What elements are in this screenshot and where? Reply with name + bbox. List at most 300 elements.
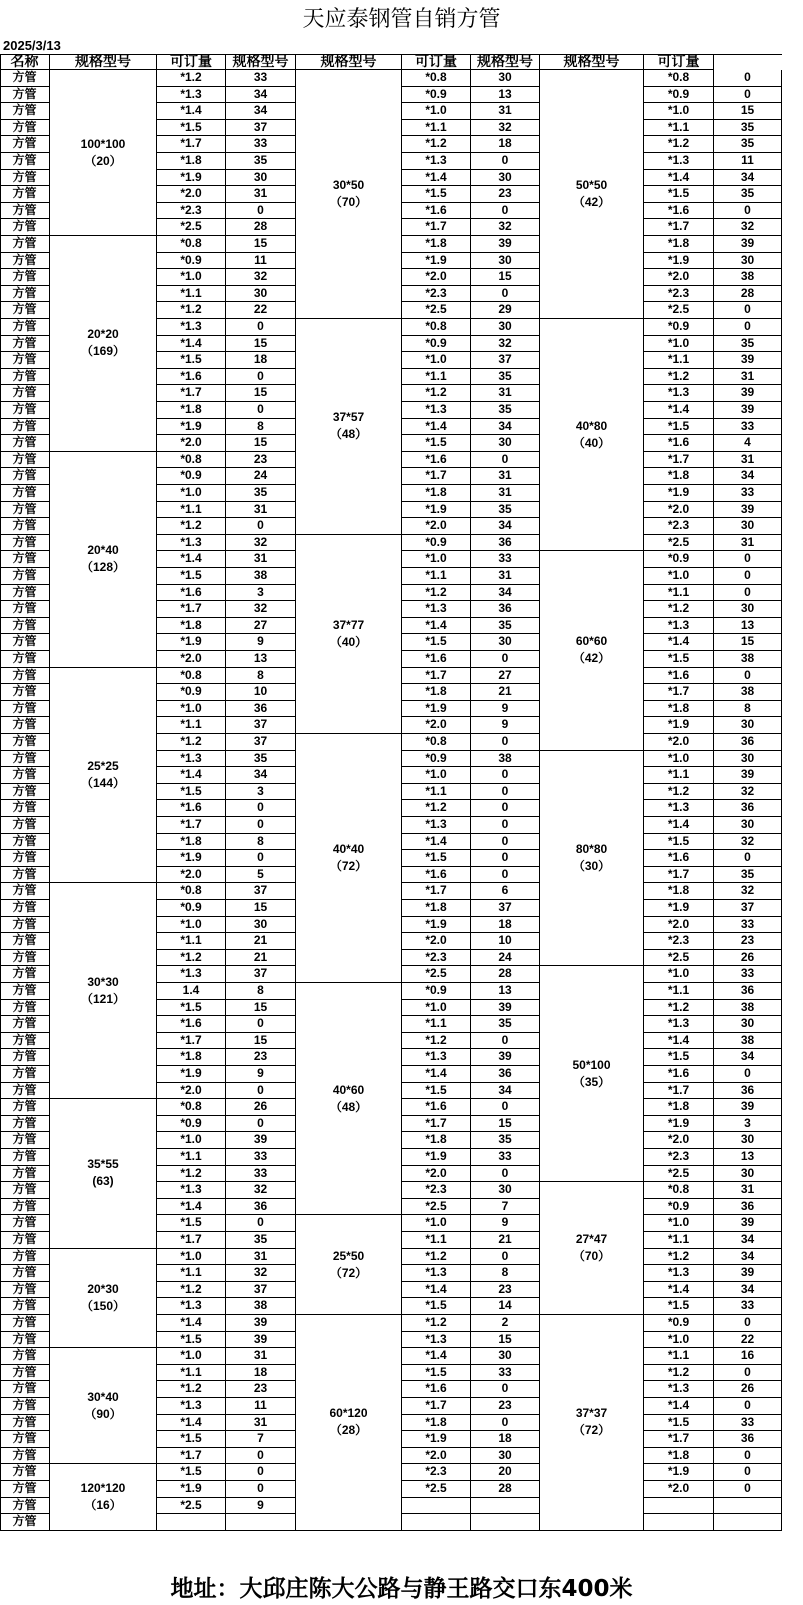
quantity-cell: 31	[471, 468, 540, 485]
quantity-cell: 35	[226, 485, 296, 502]
thickness-cell: *1.0	[644, 336, 714, 353]
spec-size: 30*50	[332, 178, 365, 192]
quantity-cell: 30	[714, 1132, 782, 1149]
thickness-cell: *1.7	[402, 468, 471, 485]
spec-size: 80*80	[575, 841, 608, 856]
spec-group	[296, 1215, 402, 1315]
quantity-cell: 38	[226, 568, 296, 585]
row-name: 方管	[0, 385, 50, 402]
thickness-cell: *2.3	[644, 286, 714, 303]
sheet-title: 天应泰钢管自销方管	[302, 7, 501, 32]
thickness-cell: *1.2	[157, 302, 226, 319]
thickness-cell: *1.4	[402, 1282, 471, 1299]
quantity-cell: 15	[226, 435, 296, 452]
thickness-cell: *1.3	[644, 1265, 714, 1282]
spec-size: 27*47	[575, 1232, 608, 1247]
row-name: 方管	[0, 767, 50, 784]
quantity-cell: 31	[226, 1415, 296, 1432]
thickness-cell: *0.8	[644, 1182, 714, 1199]
quantity-cell: 20	[471, 1464, 540, 1481]
spec-size-count: （20）	[84, 153, 122, 168]
row-name: 方管	[0, 917, 50, 934]
row-name: 方管	[0, 1348, 50, 1365]
header-spec: 规格型号	[540, 54, 644, 70]
row-name: 方管	[0, 502, 50, 519]
thickness-cell: *1.2	[157, 1282, 226, 1299]
thickness-cell: *1.2	[644, 1365, 714, 1382]
quantity-cell: 21	[226, 950, 296, 967]
thickness-cell: *1.2	[157, 518, 226, 535]
thickness-cell: *1.1	[157, 1365, 226, 1382]
quantity-cell: 8	[226, 834, 296, 851]
thickness-cell: *1.3	[644, 800, 714, 817]
thickness-cell: *1.1	[644, 1348, 714, 1365]
thickness-cell: *1.0	[644, 103, 714, 120]
spec-size-count: （70）	[329, 195, 368, 209]
quantity-cell: 15	[471, 1332, 540, 1349]
thickness-cell: *1.0	[402, 551, 471, 568]
thickness-cell: *1.1	[402, 120, 471, 137]
thickness-cell: *1.0	[157, 1132, 226, 1149]
row-name: 方管	[0, 136, 50, 153]
quantity-cell: 0	[226, 1464, 296, 1481]
thickness-cell: *1.8	[157, 834, 226, 851]
thickness-cell: *0.8	[402, 70, 471, 87]
quantity-cell: 39	[714, 236, 782, 253]
quantity-cell: 0	[471, 651, 540, 668]
thickness-cell: *1.8	[402, 1415, 471, 1432]
quantity-cell: 4	[714, 435, 782, 452]
thickness-cell: *2.5	[644, 950, 714, 967]
quantity-cell: 39	[226, 1315, 296, 1332]
quantity-cell: 26	[714, 950, 782, 967]
quantity-cell: 36	[471, 601, 540, 618]
row-name: 方管	[0, 402, 50, 419]
quantity-cell: 0	[714, 1481, 782, 1498]
thickness-cell: *1.2	[644, 1249, 714, 1266]
thickness-cell: *0.8	[157, 883, 226, 900]
thickness-cell	[402, 1514, 471, 1531]
thickness-cell: *1.3	[644, 1016, 714, 1033]
row-name: 方管	[0, 1182, 50, 1199]
thickness-cell: *1.3	[157, 319, 226, 336]
thickness-cell: *2.0	[644, 1481, 714, 1498]
thickness-cell: *1.7	[157, 1448, 226, 1465]
thickness-cell: *1.5	[644, 1049, 714, 1066]
quantity-cell: 38	[714, 1033, 782, 1050]
quantity-cell: 30	[714, 253, 782, 270]
thickness-cell: *1.5	[402, 1298, 471, 1315]
quantity-cell: 9	[226, 1498, 296, 1515]
quantity-cell: 31	[714, 535, 782, 552]
thickness-cell: *1.7	[157, 817, 226, 834]
thickness-cell: *1.6	[644, 850, 714, 867]
row-name: 方管	[0, 800, 50, 817]
quantity-cell: 36	[714, 1431, 782, 1448]
spec-size-count: （72）	[329, 859, 368, 873]
thickness-cell: *0.9	[402, 983, 471, 1000]
thickness-cell: *1.2	[402, 385, 471, 402]
quantity-cell: 33	[226, 1149, 296, 1166]
quantity-cell: 33	[714, 1298, 782, 1315]
thickness-cell: *1.7	[402, 219, 471, 236]
row-name: 方管	[0, 784, 50, 801]
thickness-cell: *1.8	[644, 236, 714, 253]
quantity-cell: 36	[471, 535, 540, 552]
quantity-cell: 33	[714, 1415, 782, 1432]
quantity-cell: 32	[471, 219, 540, 236]
row-name: 方管	[0, 717, 50, 734]
thickness-cell: *1.5	[402, 1083, 471, 1100]
thickness-cell: *2.0	[644, 1132, 714, 1149]
thickness-cell: *1.4	[402, 1348, 471, 1365]
quantity-cell: 0	[471, 817, 540, 834]
quantity-cell: 0	[471, 452, 540, 469]
quantity-cell: 35	[226, 751, 296, 768]
thickness-cell: *1.5	[402, 850, 471, 867]
quantity-cell: 39	[471, 236, 540, 253]
thickness-cell: *1.9	[644, 1116, 714, 1133]
spec-size: 60*60	[575, 634, 608, 649]
row-name: 方管	[0, 1282, 50, 1299]
quantity-cell: 30	[471, 1348, 540, 1365]
quantity-cell: 11	[226, 1398, 296, 1415]
thickness-cell: *1.2	[644, 601, 714, 618]
spec-group	[50, 1249, 157, 1349]
thickness-cell: *1.3	[157, 535, 226, 552]
thickness-cell: *1.9	[402, 1431, 471, 1448]
thickness-cell: *1.5	[157, 1464, 226, 1481]
row-name: 方管	[0, 1498, 50, 1515]
spec-size-count: （40）	[329, 634, 368, 649]
thickness-cell: *2.5	[402, 966, 471, 983]
thickness-cell: *1.7	[644, 219, 714, 236]
quantity-cell: 0	[714, 203, 782, 220]
row-name: 方管	[0, 1215, 50, 1232]
row-name: 方管	[0, 1265, 50, 1282]
spec-size: 37*57	[332, 410, 365, 425]
thickness-cell: *1.4	[644, 402, 714, 419]
quantity-cell: 34	[471, 518, 540, 535]
quantity-cell: 35	[714, 136, 782, 153]
thickness-cell	[157, 1514, 226, 1531]
thickness-cell: *2.0	[644, 917, 714, 934]
quantity-cell: 36	[714, 1199, 782, 1216]
quantity-cell: 31	[714, 369, 782, 386]
spec-size: 120*120	[80, 1481, 126, 1496]
quantity-cell: 0	[226, 319, 296, 336]
quantity-cell: 34	[714, 1232, 782, 1249]
spec-group	[50, 1099, 157, 1248]
thickness-cell: *0.8	[644, 70, 714, 87]
row-name: 方管	[0, 468, 50, 485]
quantity-cell: 7	[226, 1431, 296, 1448]
quantity-cell: 33	[471, 1149, 540, 1166]
thickness-cell: *0.8	[402, 319, 471, 336]
spec-size: 37*37	[575, 1406, 608, 1421]
thickness-cell: *1.4	[402, 419, 471, 436]
quantity-cell: 39	[714, 1099, 782, 1116]
quantity-cell: 33	[714, 966, 782, 983]
quantity-cell: 31	[714, 452, 782, 469]
quantity-cell: 23	[226, 452, 296, 469]
spec-group	[540, 319, 644, 551]
quantity-cell: 32	[714, 883, 782, 900]
thickness-cell: *0.8	[157, 1099, 226, 1116]
thickness-cell: *1.1	[644, 1232, 714, 1249]
row-name: 方管	[0, 1332, 50, 1349]
thickness-cell: *1.0	[402, 352, 471, 369]
thickness-cell: *1.5	[644, 419, 714, 436]
thickness-cell: 1.4	[157, 983, 226, 1000]
row-name: 方管	[0, 817, 50, 834]
thickness-cell: *1.1	[157, 1149, 226, 1166]
quantity-cell: 0	[714, 87, 782, 104]
spec-group	[50, 668, 157, 884]
thickness-cell: *1.0	[644, 966, 714, 983]
quantity-cell: 30	[471, 319, 540, 336]
row-name: 方管	[0, 219, 50, 236]
quantity-cell: 35	[226, 153, 296, 170]
row-name: 方管	[0, 1099, 50, 1116]
spec-size-count: （90）	[84, 1406, 122, 1421]
quantity-cell: 39	[226, 1132, 296, 1149]
quantity-cell: 36	[714, 983, 782, 1000]
thickness-cell: *1.0	[644, 568, 714, 585]
thickness-cell: *0.9	[402, 535, 471, 552]
quantity-cell: 24	[226, 468, 296, 485]
quantity-cell: 35	[714, 336, 782, 353]
quantity-cell: 0	[226, 1016, 296, 1033]
thickness-cell: *1.9	[402, 701, 471, 718]
quantity-cell: 15	[714, 634, 782, 651]
thickness-cell: *1.4	[157, 551, 226, 568]
spec-size: 50*50	[575, 178, 608, 192]
row-name: 方管	[0, 535, 50, 552]
quantity-cell: 29	[471, 302, 540, 319]
thickness-cell: *1.5	[157, 1000, 226, 1017]
quantity-cell: 34	[714, 1049, 782, 1066]
thickness-cell: *1.2	[402, 1315, 471, 1332]
quantity-cell: 37	[714, 900, 782, 917]
thickness-cell: *2.3	[644, 518, 714, 535]
row-name: 方管	[0, 1116, 50, 1133]
quantity-cell: 26	[714, 1381, 782, 1398]
thickness-cell: *1.2	[157, 1381, 226, 1398]
row-name: 方管	[0, 286, 50, 303]
thickness-cell: *1.5	[157, 568, 226, 585]
thickness-cell: *1.8	[157, 153, 226, 170]
quantity-cell: 15	[226, 900, 296, 917]
thickness-cell: *1.9	[644, 900, 714, 917]
thickness-cell: *2.3	[402, 286, 471, 303]
spec-size-count: （72）	[572, 1423, 611, 1438]
address-footer: 地址：大邱庄陈大公路与静王路交口东400米	[170, 1576, 633, 1602]
thickness-cell: *1.9	[157, 1481, 226, 1498]
spec-size: 30*40	[87, 1389, 119, 1404]
thickness-cell: *1.2	[644, 136, 714, 153]
thickness-cell: *1.6	[402, 1099, 471, 1116]
quantity-cell: 30	[226, 170, 296, 187]
thickness-cell: *2.5	[644, 535, 714, 552]
thickness-cell: *1.4	[644, 1282, 714, 1299]
quantity-cell: 36	[471, 1066, 540, 1083]
thickness-cell: *1.9	[157, 850, 226, 867]
quantity-cell: 33	[714, 485, 782, 502]
quantity-cell: 13	[226, 651, 296, 668]
quantity-cell: 18	[471, 1431, 540, 1448]
quantity-cell: 30	[714, 817, 782, 834]
quantity-cell	[714, 1498, 782, 1515]
row-name: 方管	[0, 950, 50, 967]
quantity-cell: 21	[226, 933, 296, 950]
header-name: 名称	[0, 54, 50, 70]
quantity-cell: 31	[471, 385, 540, 402]
row-name: 方管	[0, 1381, 50, 1398]
thickness-cell: *2.0	[402, 717, 471, 734]
thickness-cell: *1.6	[644, 203, 714, 220]
thickness-cell: *1.6	[157, 585, 226, 602]
thickness-cell: *2.0	[402, 269, 471, 286]
thickness-cell: *1.3	[644, 385, 714, 402]
quantity-cell: 0	[226, 800, 296, 817]
row-name: 方管	[0, 618, 50, 635]
spec-size-count: （128）	[80, 560, 126, 575]
thickness-cell: *1.1	[644, 120, 714, 137]
thickness-cell: *1.8	[402, 684, 471, 701]
quantity-cell: 37	[471, 900, 540, 917]
thickness-cell: *1.4	[644, 170, 714, 187]
quantity-cell: 33	[714, 917, 782, 934]
thickness-cell: *2.3	[644, 1149, 714, 1166]
row-name: 方管	[0, 1448, 50, 1465]
quantity-cell: 34	[714, 1282, 782, 1299]
thickness-cell: *1.2	[644, 369, 714, 386]
quantity-cell: 13	[471, 983, 540, 1000]
quantity-cell: 39	[714, 767, 782, 784]
quantity-cell: 13	[714, 1149, 782, 1166]
quantity-cell: 30	[471, 435, 540, 452]
quantity-cell: 34	[714, 468, 782, 485]
thickness-cell: *1.5	[644, 834, 714, 851]
thickness-cell: *1.4	[644, 817, 714, 834]
thickness-cell: *1.9	[644, 717, 714, 734]
quantity-cell: 0	[471, 800, 540, 817]
thickness-cell: *1.2	[402, 585, 471, 602]
row-name: 方管	[0, 485, 50, 502]
spec-group	[296, 1315, 402, 1531]
row-name: 方管	[0, 1514, 50, 1531]
quantity-cell: 13	[471, 87, 540, 104]
quantity-cell: 28	[471, 1481, 540, 1498]
thickness-cell: *1.0	[644, 1215, 714, 1232]
row-name: 方管	[0, 103, 50, 120]
thickness-cell: *1.6	[402, 651, 471, 668]
thickness-cell: *1.3	[402, 817, 471, 834]
row-name: 方管	[0, 1315, 50, 1332]
thickness-cell: *2.3	[402, 1464, 471, 1481]
thickness-cell: *1.2	[402, 1033, 471, 1050]
quantity-cell: 0	[471, 1415, 540, 1432]
quantity-cell: 9	[471, 701, 540, 718]
row-name: 方管	[0, 1464, 50, 1481]
quantity-cell: 31	[226, 186, 296, 203]
thickness-cell: *1.8	[644, 883, 714, 900]
spec-group	[296, 983, 402, 1215]
thickness-cell: *1.9	[157, 170, 226, 187]
quantity-cell: 0	[226, 1215, 296, 1232]
thickness-cell: *1.1	[402, 369, 471, 386]
quantity-cell: 15	[714, 103, 782, 120]
quantity-cell: 33	[714, 419, 782, 436]
spec-group	[296, 70, 402, 319]
quantity-cell: 39	[471, 1000, 540, 1017]
row-name: 方管	[0, 70, 50, 87]
thickness-cell: *1.1	[402, 568, 471, 585]
thickness-cell: *1.0	[157, 1348, 226, 1365]
quantity-cell: 35	[471, 369, 540, 386]
quantity-cell: 0	[471, 784, 540, 801]
thickness-cell: *0.9	[644, 1199, 714, 1216]
quantity-cell: 0	[471, 1249, 540, 1266]
spec-size-count: （150）	[80, 1298, 126, 1313]
spec-size: 25*25	[87, 758, 119, 773]
header-qty: 可订量	[157, 54, 226, 70]
thickness-cell: *2.5	[644, 1166, 714, 1183]
quantity-cell: 39	[714, 402, 782, 419]
thickness-cell: *2.0	[402, 1448, 471, 1465]
thickness-cell: *1.8	[402, 236, 471, 253]
thickness-cell: *1.4	[644, 1033, 714, 1050]
thickness-cell: *2.0	[644, 734, 714, 751]
quantity-cell: 0	[714, 70, 782, 87]
thickness-cell: *1.5	[644, 1298, 714, 1315]
thickness-cell: *2.0	[402, 933, 471, 950]
spec-size: 40*80	[575, 418, 608, 433]
thickness-cell: *1.9	[157, 1066, 226, 1083]
quantity-cell: 21	[471, 1232, 540, 1249]
thickness-cell: *2.3	[644, 933, 714, 950]
thickness-cell: *2.0	[644, 269, 714, 286]
thickness-cell: *1.3	[402, 402, 471, 419]
spec-size-count: (63)	[92, 1174, 114, 1189]
thickness-cell: *1.3	[644, 153, 714, 170]
thickness-cell: *1.6	[402, 1381, 471, 1398]
thickness-cell: *0.9	[157, 253, 226, 270]
thickness-cell: *0.8	[402, 734, 471, 751]
thickness-cell: *1.6	[644, 435, 714, 452]
quantity-cell: 24	[471, 950, 540, 967]
thickness-cell: *1.8	[402, 1132, 471, 1149]
quantity-cell	[714, 1514, 782, 1531]
spec-size-count: （72）	[329, 1265, 368, 1280]
row-name: 方管	[0, 1083, 50, 1100]
spec-group	[540, 70, 644, 319]
row-name: 方管	[0, 983, 50, 1000]
quantity-cell: 23	[714, 933, 782, 950]
thickness-cell: *1.2	[402, 136, 471, 153]
thickness-cell: *0.8	[157, 236, 226, 253]
thickness-cell: *1.0	[402, 1215, 471, 1232]
quantity-cell	[226, 1514, 296, 1531]
thickness-cell: *1.0	[157, 701, 226, 718]
thickness-cell: *0.9	[644, 551, 714, 568]
quantity-cell: 30	[471, 1182, 540, 1199]
thickness-cell: *0.8	[157, 452, 226, 469]
quantity-cell: 11	[226, 253, 296, 270]
quantity-cell: 23	[226, 1049, 296, 1066]
quantity-cell: 31	[471, 568, 540, 585]
